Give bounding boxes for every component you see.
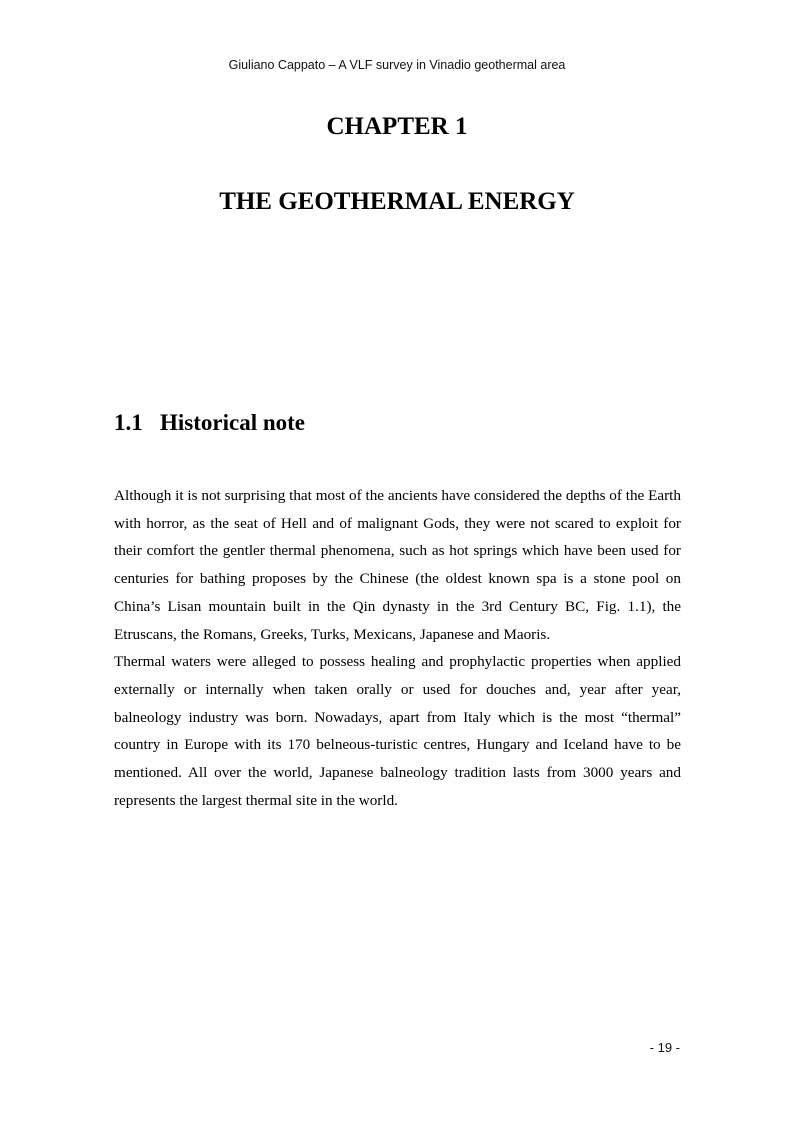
paragraph-1: Although it is not surprising that most of the ancients have considered the depths of the Earth with horror, as the seat of Hell and of malignant Gods, they were not scared to exploit for their comfort the gentler thermal phenomena, such as hot springs which have been used for centuries for bathing proposes by the Chinese (the oldest known spa is a stone pool on China’s Lisan mountain built in the Qin dynasty in the 3rd Century BC, Fig. 1.1), the Etruscans, the Romans, Greeks, Turks, Mexicans, Japanese and Maoris. [114,487,681,643]
section-title: Historical note [160,410,305,435]
chapter-title: THE GEOTHERMAL ENERGY [219,188,575,215]
paragraph-2: Thermal waters were alleged to possess healing and prophylactic properties when applied externally or internally when taken orally or used for douches and, year after year, balneology industry was born. Nowadays, apart from Italy which is the most “thermal” country in Europe with its 170 belneous-turistic centres, Hungary and Iceland have to be mentioned. All over the world, Japanese balneology tradition lasts from 3000 years and represents the largest thermal site in the world. [114,653,681,809]
running-header: Giuliano Cappato – A VLF survey in Vinadio geothermal area [228,58,566,72]
page-number: - 19 - [649,1040,680,1055]
section-heading [114,410,305,436]
section-number: 1.1 [114,410,143,435]
chapter-label: CHAPTER 1 [326,113,468,140]
body-text [114,482,681,814]
